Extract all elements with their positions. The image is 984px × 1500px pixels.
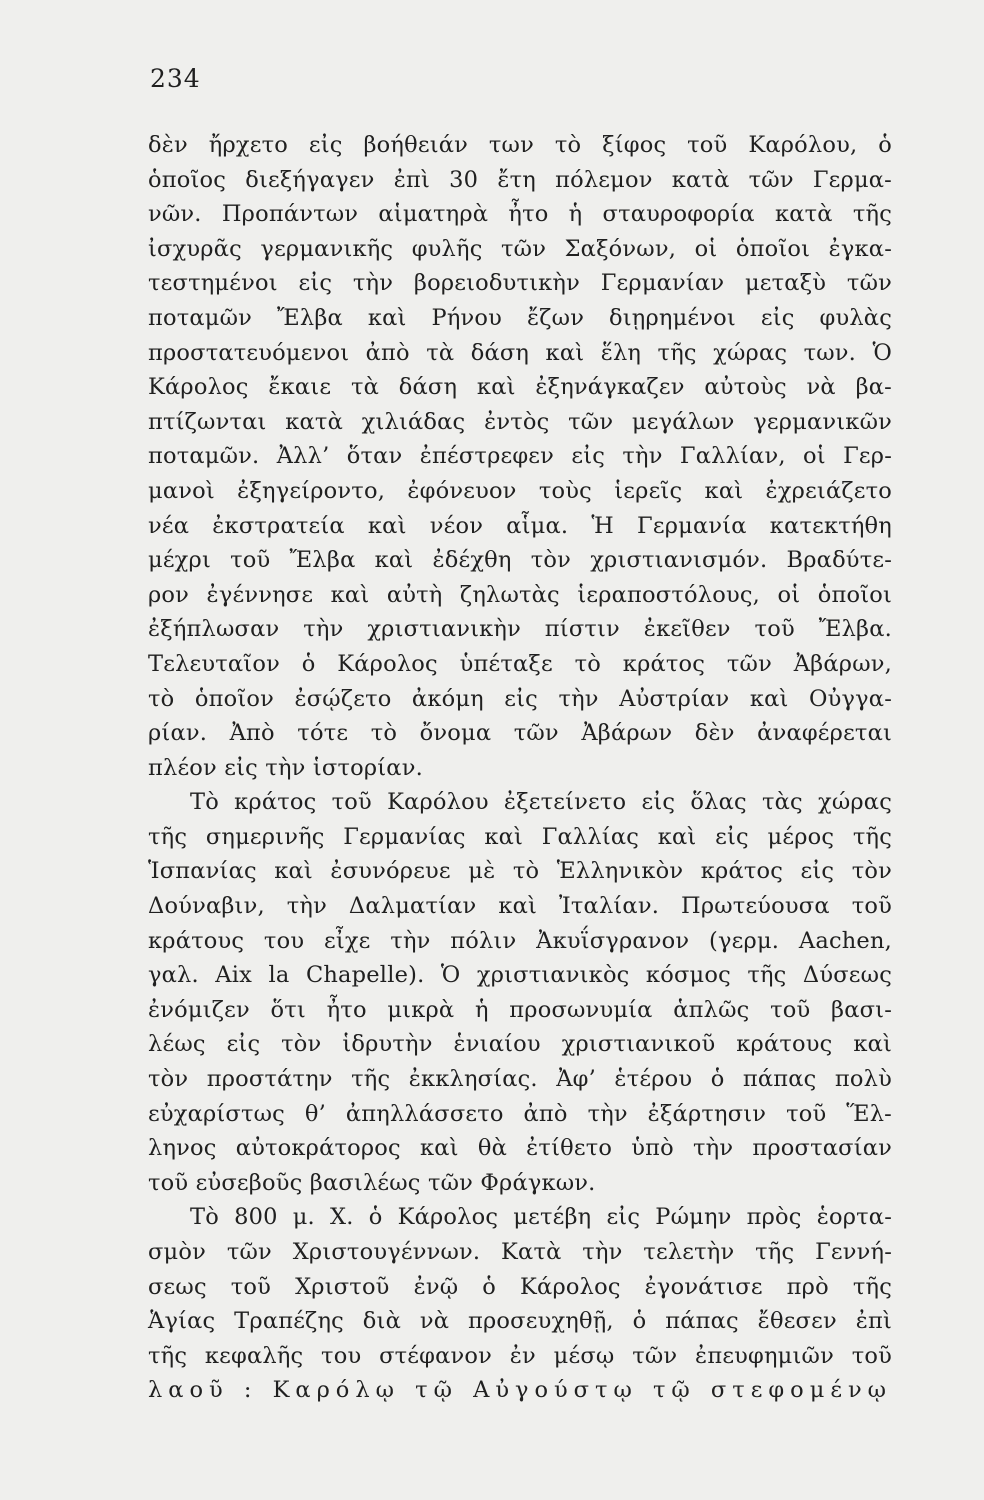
- text-line: λέως εἰς τὸν ἱδρυτὴν ἑνιαίου χριστιανικοῦ κράτους καὶ: [148, 1031, 892, 1058]
- text-line: Τελευταῖον ὁ Κάρολος ὑπέταξε τὸ κράτος τῶν Ἀβάρων,: [148, 650, 892, 677]
- text-line: Τὸ 800 μ. Χ. ὁ Κάρολος μετέβη εἰς Ρώμην πρὸς ἑορτα-: [190, 1204, 892, 1231]
- text-line: Ἱσπανίας καὶ ἐσυνόρευε μὲ τὸ Ἑλληνικὸν κράτος εἰς τὸν: [148, 858, 892, 885]
- text-line: ποταμῶν Ἔλβα καὶ Ρήνου ἔζων διῃρημένοι εἰς φυλὰς: [148, 304, 892, 331]
- text-line: τοῦ εὐσεβοῦς βασιλέως τῶν Φράγκων.: [148, 1169, 596, 1196]
- text-line: πλέον εἰς τὴν ἱστορίαν.: [148, 754, 423, 781]
- text-line: Δούναβιν, τὴν Δαλματίαν καὶ Ἰταλίαν. Πρωτεύουσα τοῦ: [148, 893, 892, 920]
- text-line: ληνος αὐτοκράτορος καὶ θὰ ἐτίθετο ὑπὸ τὴν προστασίαν: [148, 1135, 892, 1162]
- text-line: μανοὶ ἐξηγείροντο, ἐφόνευον τοὺς ἱερεῖς καὶ ἐχρειάζετο: [148, 477, 892, 504]
- text-line: προστατευόμενοι ἀπὸ τὰ δάση καὶ ἕλη τῆς χώρας των. Ὁ: [148, 339, 892, 366]
- text-line: κράτους του εἶχε τὴν πόλιν Ἀκυΐσγρανον (γερμ. Aachen,: [148, 927, 892, 954]
- text-line: ἰσχυρᾶς γερμανικῆς φυλῆς τῶν Σαξόνων, οἱ ὁποῖοι ἐγκα-: [148, 235, 892, 262]
- text-line: δὲν ἤρχετο εἰς βοήθειάν των τὸ ξίφος τοῦ Καρόλου, ὁ: [148, 132, 892, 158]
- text-line: σμὸν τῶν Χριστουγέννων. Κατὰ τὴν τελετὴν τῆς Γεννή-: [148, 1239, 892, 1265]
- text-line: ἐνόμιζεν ὅτι ἦτο μικρὰ ἡ προσωνυμία ἁπλῶς τοῦ βασι-: [148, 996, 892, 1023]
- text-line: εὐχαρίστως θ’ ἀπηλλάσσετο ἀπὸ τὴν ἐξάρτησιν τοῦ Ἕλ-: [148, 1100, 892, 1127]
- text-line: τεστημένοι εἰς τὴν βορειοδυτικὴν Γερμανίαν μεταξὺ τῶν: [148, 270, 892, 297]
- text-line: ποταμῶν. Ἀλλ’ ὅταν ἐπέστρεφεν εἰς τὴν Γαλλίαν, οἱ Γερ-: [148, 443, 892, 470]
- text-line: ρον ἐγέννησε καὶ αὐτὴ ζηλωτὰς ἱεραποστόλους, οἱ ὁποῖοι: [148, 581, 892, 608]
- text-line: μέχρι τοῦ Ἔλβα καὶ ἐδέχθη τὸν χριστιανισμόν. Βραδύτε-: [148, 547, 892, 574]
- text-line: ὁποῖος διεξήγαγεν ἐπὶ 30 ἔτη πόλεμον κατὰ τῶν Γερμα-: [148, 166, 892, 193]
- text-line: ἐξήπλωσαν τὴν χριστιανικὴν πίστιν ἐκεῖθεν τοῦ Ἔλβα.: [148, 616, 892, 643]
- text-line: ρίαν. Ἀπὸ τότε τὸ ὄνομα τῶν Ἀβάρων δὲν ἀναφέρεται: [148, 720, 892, 747]
- text-line: Ἁγίας Τραπέζης διὰ νὰ προσευχηθῇ, ὁ πάπας ἔθεσεν ἐπὶ: [148, 1308, 892, 1335]
- text-line: γαλ. Aix la Chapelle). Ὁ χριστιανικὸς κόσμος τῆς Δύσεως: [148, 962, 892, 989]
- text-line: τῆς κεφαλῆς του στέφανον ἐν μέσῳ τῶν ἐπευφημιῶν τοῦ: [148, 1342, 892, 1369]
- body-text: [148, 128, 892, 1408]
- text-line: Τὸ κράτος τοῦ Καρόλου ἐξετείνετο εἰς ὅλας τὰς χώρας: [190, 789, 892, 816]
- text-line: Κάρολος ἔκαιε τὰ δάση καὶ ἐξηνάγκαζεν αὐτοὺς νὰ βα-: [148, 374, 892, 401]
- text-line: νέα ἐκστρατεία καὶ νέον αἷμα. Ἡ Γερμανία κατεκτήθη: [148, 512, 892, 539]
- text-line: σεως τοῦ Χριστοῦ ἐνῷ ὁ Κάρολος ἐγονάτισε πρὸ τῆς: [148, 1273, 892, 1300]
- text-line: τὸν προστάτην τῆς ἐκκλησίας. Ἀφ’ ἑτέρου ὁ πάπας πολὺ: [148, 1066, 892, 1093]
- text-line: τῆς σημερινῆς Γερμανίας καὶ Γαλλίας καὶ εἰς μέρος τῆς: [148, 823, 892, 850]
- text-line: νῶν. Προπάντων αἱματηρὰ ἦτο ἡ σταυροφορία κατὰ τῆς: [148, 201, 892, 228]
- text-line: λαοῦ : Καρόλῳ τῷ Αὐγούστῳ τῷ στεφομένῳ: [148, 1377, 892, 1404]
- text-line: πτίζωνται κατὰ χιλιάδας ἐντὸς τῶν μεγάλων γερμανικῶν: [148, 408, 892, 435]
- text-line: τὸ ὁποῖον ἐσῴζετο ἀκόμη εἰς τὴν Αὐστρίαν καὶ Οὐγγα-: [148, 685, 892, 712]
- page-number: 234: [150, 64, 201, 93]
